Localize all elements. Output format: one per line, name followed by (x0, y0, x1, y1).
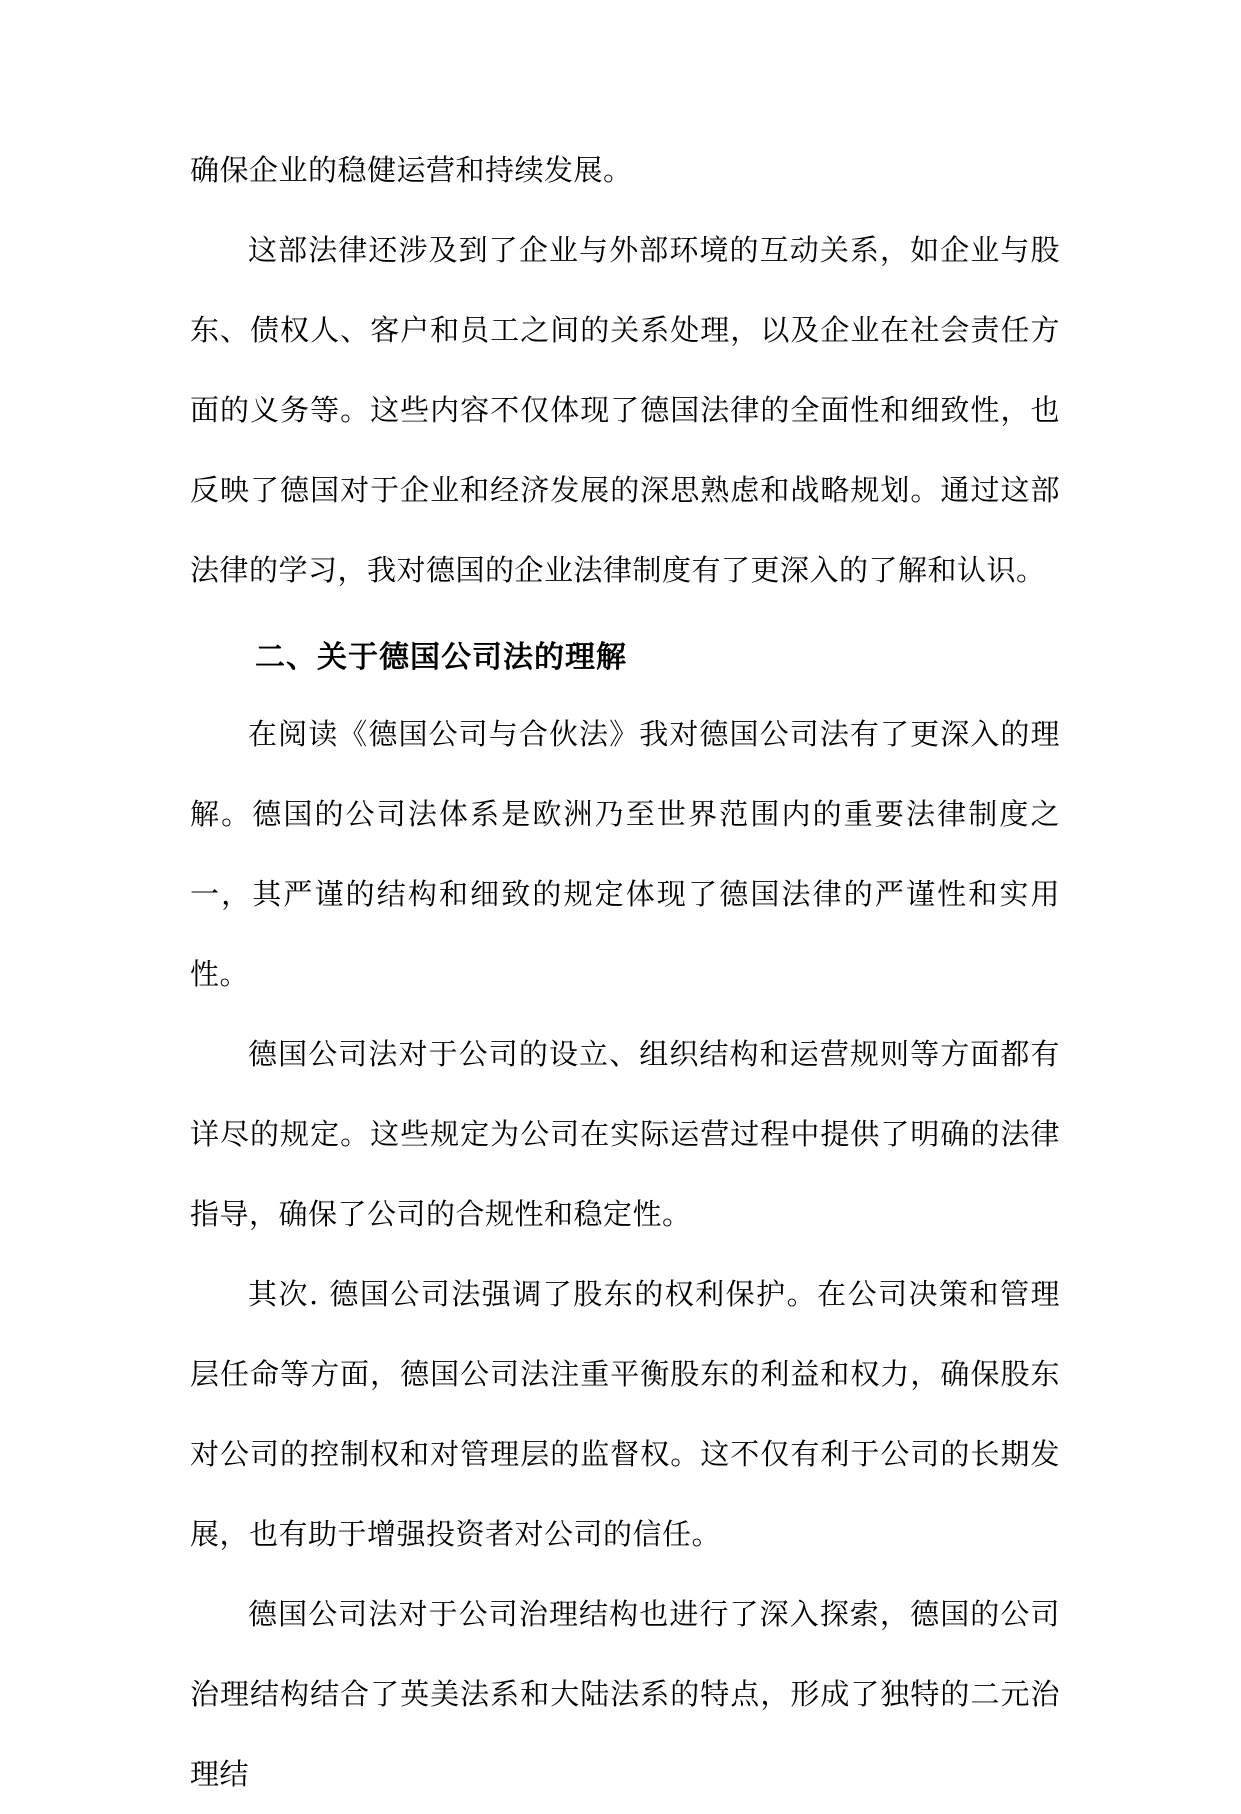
paragraph-governance: 德国公司法对于公司治理结构也进行了深入探索，德国的公司治理结构结合了英美法系和大陆法系的特点，形成了独特的二元治理结 (190, 1597, 1060, 1791)
paragraph-shareholder-rights: 其次. 德国公司法强调了股东的权利保护。在公司决策和管理层任命等方面，德国公司法注重平衡股东的利益和权力，确保股东对公司的控制权和对管理层的监督权。这不仅有利于公司的长期发展，也有助于增强投资者对公司的信任。 (190, 1277, 1060, 1551)
section-two-body (190, 694, 1060, 1814)
paragraph-continuation: 确保企业的稳健运营和持续发展。 (190, 153, 633, 187)
paragraph-external-relations: 这部法律还涉及到了企业与外部环境的互动关系，如企业与股东、债权人、客户和员工之间的关系处理，以及企业在社会责任方面的义务等。这些内容不仅体现了德国法律的全面性和细致性，也反映了德国对于企业和经济发展的深思熟虑和战略规划。通过这部法律的学习，我对德国的企业法律制度有了更深入的了解和认识。 (190, 233, 1060, 587)
paragraph-reading-intro: 在阅读《德国公司与合伙法》我对德国公司法有了更深入的理解。德国的公司法体系是欧洲乃至世界范围内的重要法律制度之一，其严谨的结构和细致的规定体现了德国法律的严谨性和实用性。 (190, 717, 1060, 991)
section-one-body (190, 130, 1060, 610)
paragraph-regulations: 德国公司法对于公司的设立、组织结构和运营规则等方面都有详尽的规定。这些规定为公司在实际运营过程中提供了明确的法律指导，确保了公司的合规性和稳定性。 (190, 1037, 1060, 1231)
section-heading: 二、关于德国公司法的理解 (255, 640, 627, 675)
